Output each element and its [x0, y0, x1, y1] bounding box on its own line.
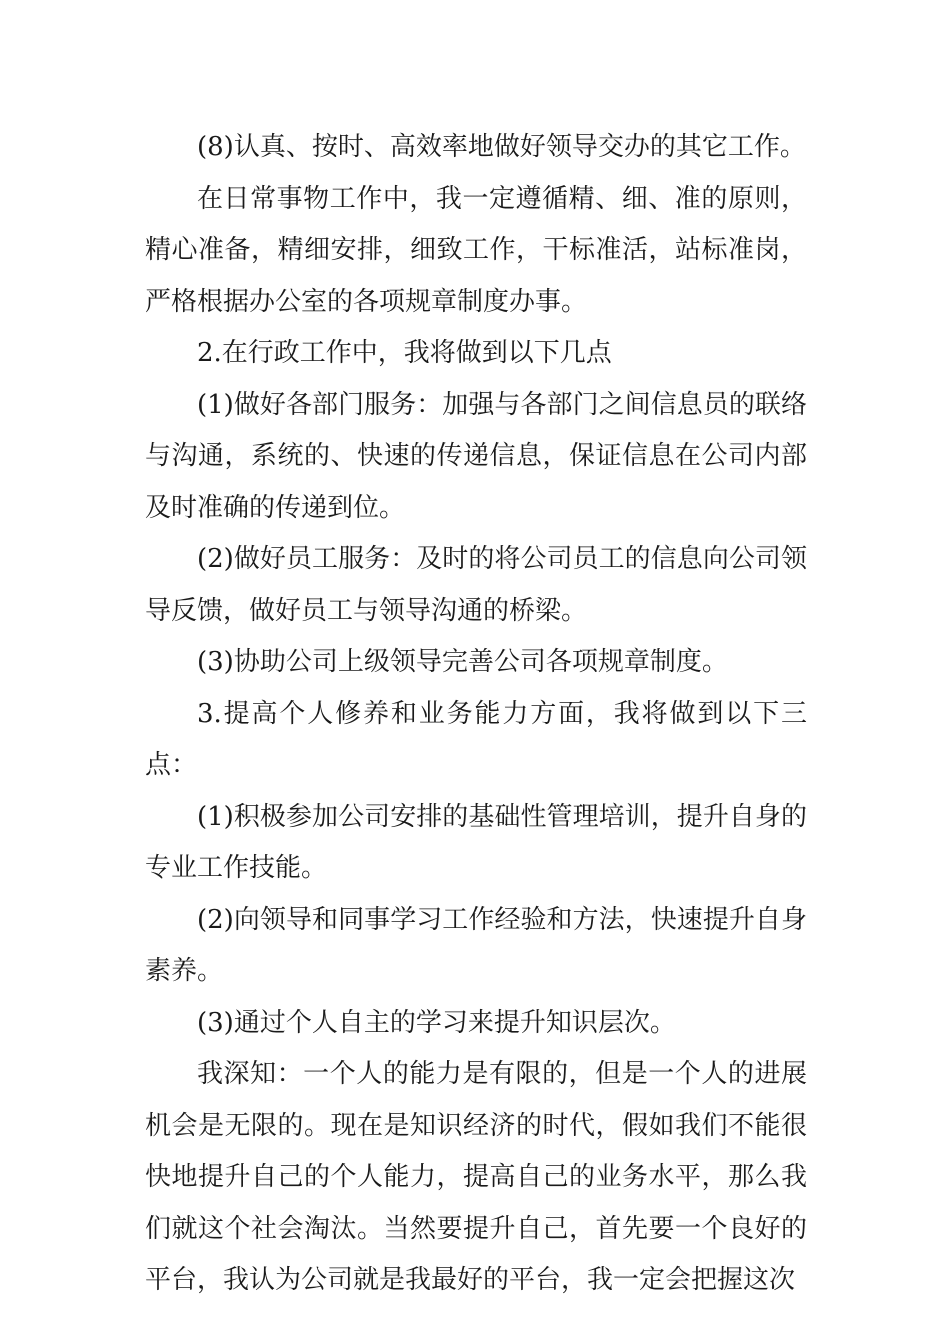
paragraph-admin-item-3: (3)协助公司上级领导完善公司各项规章制度。 [197, 647, 728, 677]
paragraph-daily-work: 在日常事物工作中，我一定遵循精、细、准的原则，精心准备，精细安排，细致工作，干标准活，站标准岗，严格根据办公室的各项规章制度办事。 [145, 183, 807, 317]
paragraph-admin-item-1: (1)做好各部门服务：加强与各部门之间信息员的联络与沟通，系统的、快速的传递信息，保证信息在公司内部及时准确的传递到位。 [145, 389, 807, 523]
paragraph-admin-heading: 2.在行政工作中，我将做到以下几点 [197, 338, 612, 368]
paragraph-conclusion: 我深知：一个人的能力是有限的，但是一个人的进展机会是无限的。现在是知识经济的时代，假如我们不能很快地提升自己的个人能力，提高自己的业务水平，那么我们就这个社会淘汰。当然要提升自己，首先要一个良好的平台，我认为公司就是我最好的平台，我一定会把握这次 [145, 1059, 807, 1295]
paragraph-admin-item-2: (2)做好员工服务：及时的将公司员工的信息向公司领导反馈，做好员工与领导沟通的桥梁。 [145, 544, 807, 626]
paragraph-ability-heading: 3.提高个人修养和业务能力方面，我将做到以下三点： [145, 698, 807, 780]
paragraph-ability-item-3: (3)通过个人自主的学习来提升知识层次。 [197, 1007, 676, 1038]
paragraph-item-8: (8)认真、按时、高效率地做好领导交办的其它工作。 [197, 132, 806, 162]
document-body [145, 122, 807, 1307]
paragraph-ability-item-2: (2)向领导和同事学习工作经验和方法，快速提升自身素养。 [145, 904, 807, 986]
paragraph-ability-item-1: (1)积极参加公司安排的基础性管理培训，提升自身的专业工作技能。 [145, 801, 807, 883]
